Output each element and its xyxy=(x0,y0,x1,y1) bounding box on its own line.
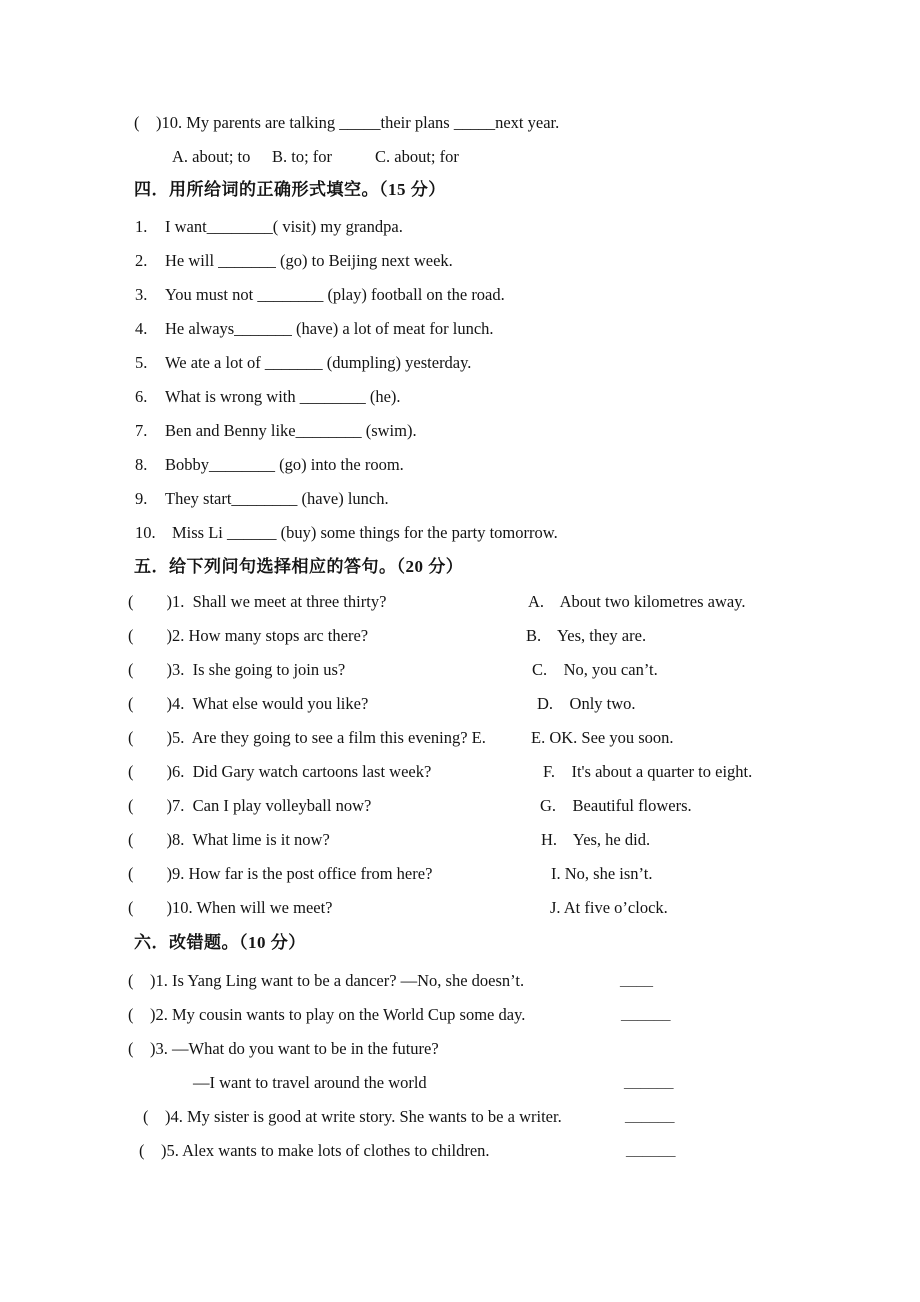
question-10-line: ( )10. My parents are talking _____their plans _____next year. xyxy=(134,113,560,132)
section-4-item-3-number: 3. xyxy=(135,285,148,304)
section-4-item-1-number: 1. xyxy=(135,217,148,236)
section-5-answer-b: B. Yes, they are. xyxy=(526,626,647,645)
section-5-heading: 五．给下列问句选择相应的答句。（20 分） xyxy=(134,557,464,576)
section-5-question-10: ( )10. When will we meet? xyxy=(128,898,333,917)
section-6-item-3-reply: —I want to travel around the world xyxy=(193,1073,427,1092)
section-5-answer-e: E. OK. See you soon. xyxy=(531,728,674,747)
section-6-item-1-text: ( )1. Is Yang Ling want to be a dancer? —No, she doesn’t. xyxy=(128,971,525,990)
section-5-answer-j: J. At five o’clock. xyxy=(550,898,668,917)
section-4-item-8-number: 8. xyxy=(135,455,148,474)
section-4-item-6-text: What is wrong with ________ (he). xyxy=(165,387,401,406)
section-5-answer-a: A. About two kilometres away. xyxy=(528,592,746,611)
section-4-item-6-number: 6. xyxy=(135,387,148,406)
question-10-option-b: B. to; for xyxy=(272,147,333,166)
section-6-item-3-blank: ______ xyxy=(624,1072,674,1091)
section-6-item-2-blank: ______ xyxy=(621,1004,671,1023)
section-5-answer-i: I. No, she isn’t. xyxy=(551,864,653,883)
section-4-item-4-number: 4. xyxy=(135,319,148,338)
section-4-item-8-text: Bobby________ (go) into the room. xyxy=(165,455,404,474)
section-4-item-7-number: 7. xyxy=(135,421,148,440)
section-5-question-8: ( )8. What lime is it now? xyxy=(128,830,330,849)
section-4-item-2-text: He will _______ (go) to Beijing next week. xyxy=(165,251,453,270)
section-4-item-5-number: 5. xyxy=(135,353,148,372)
section-6-item-4-blank: ______ xyxy=(625,1106,675,1125)
section-4-item-7-text: Ben and Benny like________ (swim). xyxy=(165,421,417,440)
section-5-question-2: ( )2. How many stops arc there? xyxy=(128,626,369,645)
section-4-item-1-text: I want________( visit) my grandpa. xyxy=(165,217,403,236)
section-6-item-2-text: ( )2. My cousin wants to play on the World Cup some day. xyxy=(128,1005,526,1024)
section-6-item-1-blank: ____ xyxy=(620,970,653,989)
section-5-question-6: ( )6. Did Gary watch cartoons last week? xyxy=(128,762,432,781)
section-4-item-10-text: Miss Li ______ (buy) some things for the party tomorrow. xyxy=(172,523,558,542)
section-5-answer-c: C. No, you can’t. xyxy=(532,660,658,679)
section-5-answer-d: D. Only two. xyxy=(537,694,636,713)
section-6-item-3-text: ( )3. —What do you want to be in the future? xyxy=(128,1039,439,1058)
section-5-question-5: ( )5. Are they going to see a film this evening? E. xyxy=(128,728,486,747)
section-6-item-5-blank: ______ xyxy=(626,1140,676,1159)
section-4-item-9-text: They start________ (have) lunch. xyxy=(165,489,389,508)
section-4-item-3-text: You must not ________ (play) football on the road. xyxy=(165,285,505,304)
section-5-question-7: ( )7. Can I play volleyball now? xyxy=(128,796,372,815)
section-4-item-2-number: 2. xyxy=(135,251,148,270)
section-5-question-9: ( )9. How far is the post office from here? xyxy=(128,864,433,883)
section-5-question-4: ( )4. What else would you like? xyxy=(128,694,369,713)
section-5-answer-h: H. Yes, he did. xyxy=(541,830,651,849)
question-10-option-c: C. about; for xyxy=(375,147,459,166)
section-4-item-4-text: He always_______ (have) a lot of meat for lunch. xyxy=(165,319,494,338)
section-4-heading: 四．用所给词的正确形式填空。（15 分） xyxy=(134,180,446,199)
section-4-item-9-number: 9. xyxy=(135,489,148,508)
section-5-answer-f: F. It's about a quarter to eight. xyxy=(543,762,753,781)
section-4-item-10-number: 10. xyxy=(135,523,156,542)
section-5-answer-g: G. Beautiful flowers. xyxy=(540,796,692,815)
section-5-question-1: ( )1. Shall we meet at three thirty? xyxy=(128,592,387,611)
section-4-item-5-text: We ate a lot of _______ (dumpling) yesterday. xyxy=(165,353,472,372)
section-6-heading: 六．改错题。（10 分） xyxy=(134,933,306,952)
question-10-option-a: A. about; to xyxy=(172,147,251,166)
section-6-item-5-text: ( )5. Alex wants to make lots of clothes to children. xyxy=(139,1141,490,1160)
section-5-question-3: ( )3. Is she going to join us? xyxy=(128,660,346,679)
section-6-item-4-text: ( )4. My sister is good at write story. She wants to be a writer. xyxy=(143,1107,562,1126)
